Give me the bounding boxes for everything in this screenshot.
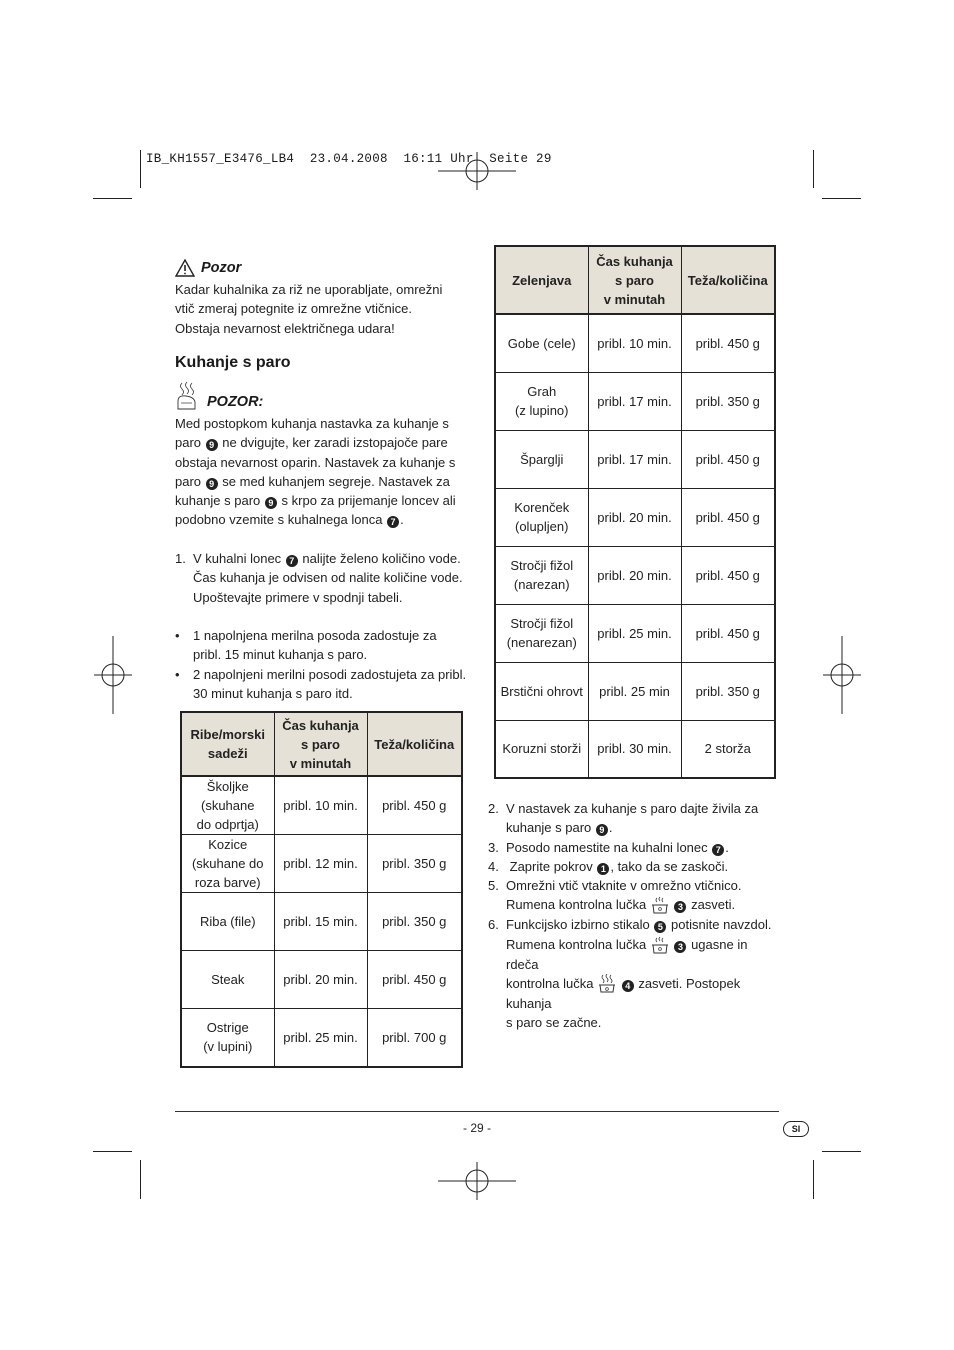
- table-row: [495, 488, 775, 546]
- table-cell: pribl. 17 min.: [588, 430, 681, 488]
- table-row: [181, 835, 462, 893]
- table-row: [181, 951, 462, 1009]
- table-cell: Gobe (cele): [495, 314, 588, 372]
- table-cell: pribl. 25 min: [588, 662, 681, 720]
- warning-block: [175, 258, 442, 338]
- table-row: [181, 776, 462, 835]
- table-header-cell: Teža/količina: [681, 246, 775, 314]
- section-title: Kuhanje s paro: [175, 354, 291, 371]
- part-number-badge: 9: [265, 497, 277, 509]
- table-header-row: [495, 246, 775, 314]
- crop-mark: [822, 198, 861, 199]
- table-row: [495, 662, 775, 720]
- crop-mark: [822, 1151, 861, 1152]
- steam-hand-icon: [175, 381, 199, 411]
- table-cell: pribl. 10 min.: [274, 776, 367, 835]
- table-cell: pribl. 25 min.: [588, 604, 681, 662]
- footer-rule: [175, 1111, 779, 1112]
- table-cell: pribl. 450 g: [681, 430, 775, 488]
- print-header: IB_KH1557_E3476_LB4 23.04.2008 16:11 Uhr Seite 29: [146, 152, 552, 166]
- bullet-item: • 2 napolnjeni merilni posodi zadostujeta za pribl. 30 minut kuhanja s paro itd.: [175, 666, 467, 701]
- warning-text-line: vtič zmeraj potegnite iz omrežne vtičnice.: [175, 301, 412, 317]
- table-cell: pribl. 30 min.: [588, 720, 681, 778]
- step-item: 6. Funkcijsko izbirno stikalo 5 potisnite navzdol. Rumena kontrolna lučka 3 ugasne in rdeča kontrolna lučka 4 zasveti. Postopek kuhanja s paro se začne.: [488, 917, 772, 1031]
- part-number-badge: 9: [206, 439, 218, 451]
- part-number-badge: 4: [622, 980, 634, 992]
- table-row: [495, 604, 775, 662]
- table-cell: Školjke (skuhane do odprtja): [181, 776, 274, 835]
- warning-text-line: paro 9 ne dvigujte, ker zaradi izstopajoče pare: [175, 435, 448, 451]
- vegetable-cooking-table: [494, 245, 776, 779]
- step-item: 2. V nastavek za kuhanje s paro dajte živila za kuhanje s paro 9 .: [488, 801, 759, 836]
- table-cell: pribl. 450 g: [367, 951, 462, 1009]
- step-item: 4. Zaprite pokrov 1 , tako da se zaskoči.: [488, 858, 729, 874]
- steam-lamp-icon: [597, 974, 617, 994]
- part-number-badge: 5: [654, 921, 666, 933]
- table-header-cell: Zelenjava: [495, 246, 588, 314]
- table-cell: Riba (file): [181, 893, 274, 951]
- table-cell: Špargljі: [495, 430, 588, 488]
- step-item: 1. V kuhalni lonec 7 nalijte želeno količino vode. Čas kuhanja je odvisen od nalite količine vode. Upoštevajte primere v spodnji tabeli.: [175, 551, 463, 605]
- part-number-badge: 9: [206, 478, 218, 490]
- table-cell: pribl. 700 g: [367, 1009, 462, 1067]
- part-number-badge: 7: [712, 844, 724, 856]
- table-header-row: [181, 712, 462, 776]
- table-row: [495, 314, 775, 372]
- table-row: [495, 430, 775, 488]
- part-number-badge: 1: [597, 863, 609, 875]
- cooking-lamp-icon: [650, 935, 670, 955]
- registration-mark-icon: [94, 656, 132, 694]
- warning-title: Pozor: [201, 260, 242, 276]
- table-cell: pribl. 350 g: [681, 372, 775, 430]
- table-row: [495, 372, 775, 430]
- bullet-list: [175, 626, 475, 703]
- crop-mark: [140, 150, 141, 188]
- fish-cooking-table: [180, 711, 463, 1068]
- table-cell: pribl. 350 g: [367, 835, 462, 893]
- table-cell: Korenček (olupljen): [495, 488, 588, 546]
- warning-text-line: Med postopkom kuhanja nastavka za kuhanje s: [175, 416, 449, 431]
- table-cell: Brstični ohrovt: [495, 662, 588, 720]
- table-header-cell: Čas kuhanja s paro v minutah: [274, 712, 367, 776]
- warning-text-line: paro 9 se med kuhanjem segreje. Nastavek za: [175, 473, 450, 489]
- warning-title: POZOR:: [207, 394, 264, 410]
- table-cell: Stročji fižol (narezan): [495, 546, 588, 604]
- table-cell: pribl. 450 g: [681, 488, 775, 546]
- table-cell: pribl. 12 min.: [274, 835, 367, 893]
- warning-text-line: Obstaja nevarnost električnega udara!: [175, 320, 395, 336]
- part-number-badge: 7: [286, 555, 298, 567]
- crop-mark: [93, 1151, 132, 1152]
- steps-list-left: [175, 549, 475, 607]
- table-cell: Kozice (skuhane do roza barve): [181, 835, 274, 893]
- crop-mark: [813, 150, 814, 188]
- table-cell: pribl. 350 g: [681, 662, 775, 720]
- table-row: [495, 546, 775, 604]
- table-cell: pribl. 17 min.: [588, 372, 681, 430]
- table-cell: Ostrige (v lupini): [181, 1009, 274, 1067]
- step-item: 3. Posodo namestite na kuhalni lonec 7 .: [488, 839, 729, 855]
- table-cell: pribl. 20 min.: [588, 546, 681, 604]
- warning-text-line: kuhanje s paro 9 s krpo za prijemanje loncev ali: [175, 493, 456, 509]
- crop-mark: [93, 198, 132, 199]
- part-number-badge: 7: [387, 516, 399, 528]
- table-row: [181, 893, 462, 951]
- table-cell: pribl. 25 min.: [274, 1009, 367, 1067]
- crop-mark: [140, 1160, 141, 1199]
- table-cell: pribl. 10 min.: [588, 314, 681, 372]
- warning-text-line: Kadar kuhalnika za riž ne uporabljate, omrežni: [175, 282, 443, 297]
- table-cell: pribl. 350 g: [367, 893, 462, 951]
- table-header-cell: Čas kuhanja s paro v minutah: [588, 246, 681, 314]
- table-cell: pribl. 20 min.: [274, 951, 367, 1009]
- table-cell: pribl. 450 g: [681, 604, 775, 662]
- warning-text-line: podobno vzemite s kuhalnega lonca 7 .: [175, 512, 404, 528]
- cooking-lamp-icon: [650, 895, 670, 915]
- table-cell: Stročji fižol (nenarezan): [495, 604, 588, 662]
- registration-mark-icon: [458, 152, 496, 190]
- table-cell: Grah (z lupino): [495, 372, 588, 430]
- warning-triangle-icon: [175, 259, 195, 277]
- table-row: [495, 720, 775, 778]
- table-header-cell: Ribe/morski sadeži: [181, 712, 274, 776]
- steps-list-right: [488, 799, 778, 1033]
- table-row: [181, 1009, 462, 1067]
- table-header-cell: Teža/količina: [367, 712, 462, 776]
- page-number: - 29 -: [462, 1121, 491, 1135]
- registration-mark-icon: [823, 656, 861, 694]
- table-cell: pribl. 450 g: [681, 314, 775, 372]
- table-cell: Steak: [181, 951, 274, 1009]
- step-item: 5. Omrežni vtič vtaknite v omrežno vtičnico. Rumena kontrolna lučka 3 zasveti.: [488, 876, 778, 915]
- part-number-badge: 9: [596, 824, 608, 836]
- table-cell: pribl. 450 g: [367, 776, 462, 835]
- part-number-badge: 3: [674, 901, 686, 913]
- crop-mark: [813, 1160, 814, 1199]
- bullet-item: • 1 napolnjena merilna posoda zadostuje za pribl. 15 minut kuhanja s paro.: [175, 628, 437, 663]
- registration-mark-icon: [458, 1162, 496, 1200]
- warning-text-line: obstaja nevarnost oparin. Nastavek za kuhanje s: [175, 454, 456, 470]
- table-cell: Koruzni storži: [495, 720, 588, 778]
- steam-warning-block: [175, 381, 465, 530]
- table-cell: pribl. 15 min.: [274, 893, 367, 951]
- table-cell: pribl. 20 min.: [588, 488, 681, 546]
- table-cell: 2 storža: [681, 720, 775, 778]
- table-cell: pribl. 450 g: [681, 546, 775, 604]
- language-badge: SI: [783, 1121, 809, 1137]
- part-number-badge: 3: [674, 941, 686, 953]
